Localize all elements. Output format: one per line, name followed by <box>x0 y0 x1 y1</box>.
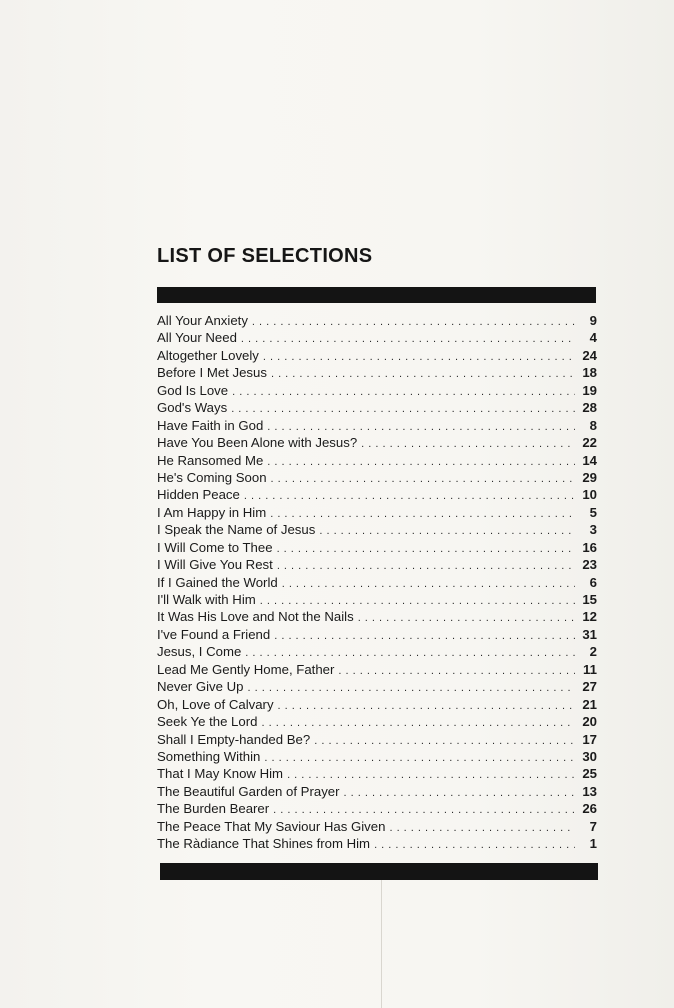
selection-entry <box>157 765 597 782</box>
selection-entry <box>157 521 597 538</box>
selection-title: The Burden Bearer <box>157 801 270 817</box>
selection-entry <box>157 696 597 713</box>
selection-page-number: 16 <box>582 539 597 555</box>
selection-page-number: 6 <box>589 574 597 590</box>
selection-page-number: 23 <box>582 557 597 573</box>
dot-leader <box>319 523 575 538</box>
selection-title: The Ràdiance That Shines from Him <box>157 836 371 852</box>
selection-title: Lead Me Gently Home, Father <box>157 661 335 677</box>
selection-entry <box>157 399 597 416</box>
selection-page-number: 5 <box>589 504 597 520</box>
selection-entry <box>157 347 597 364</box>
dot-leader <box>314 733 575 748</box>
selection-title: Altogether Lovely <box>157 347 259 363</box>
page-fold-line <box>381 878 382 1008</box>
selection-title: He's Coming Soon <box>157 469 267 485</box>
selection-page-number: 10 <box>582 487 597 503</box>
selection-title: I Will Give You Rest <box>157 557 273 573</box>
dot-leader <box>267 454 575 469</box>
selections-list <box>157 312 597 853</box>
dot-leader <box>273 802 575 817</box>
selection-title: Have You Been Alone with Jesus? <box>157 435 358 451</box>
selection-page-number: 26 <box>582 801 597 817</box>
selection-title: God's Ways <box>157 400 228 416</box>
selection-entry <box>157 731 597 748</box>
dot-leader <box>277 541 575 556</box>
selection-page-number: 8 <box>589 417 597 433</box>
selection-page-number: 13 <box>582 783 597 799</box>
selection-page-number: 27 <box>582 679 597 695</box>
selection-page-number: 17 <box>582 731 597 747</box>
top-black-rule <box>157 287 596 303</box>
selection-entry <box>157 713 597 730</box>
selection-entry <box>157 329 597 346</box>
selection-entry <box>157 382 597 399</box>
selection-page-number: 9 <box>589 313 597 328</box>
selection-page-number: 1 <box>589 836 597 852</box>
selection-entry <box>157 643 597 660</box>
selection-page-number: 29 <box>582 469 597 485</box>
selection-title: Something Within <box>157 748 261 764</box>
dot-leader <box>338 663 575 678</box>
selection-title: Oh, Love of Calvary <box>157 696 274 712</box>
dot-leader <box>241 331 575 346</box>
selection-page-number: 14 <box>582 452 597 468</box>
dot-leader <box>277 558 575 573</box>
dot-leader <box>274 628 575 643</box>
selection-title: I Speak the Name of Jesus <box>157 522 316 538</box>
dot-leader <box>245 645 575 660</box>
selection-entry <box>157 539 597 556</box>
selection-page-number: 30 <box>582 748 597 764</box>
selection-page-number: 7 <box>589 818 597 834</box>
selection-title: That I May Know Him <box>157 766 284 782</box>
dot-leader <box>271 471 575 486</box>
dot-leader <box>247 680 575 695</box>
selection-page-number: 24 <box>582 347 597 363</box>
dot-leader <box>361 436 575 451</box>
page-title: LIST OF SELECTIONS <box>157 245 373 267</box>
selection-entry <box>157 312 597 329</box>
selection-title: If I Gained the World <box>157 574 278 590</box>
dot-leader <box>271 366 575 381</box>
dot-leader <box>374 837 575 852</box>
dot-leader <box>278 698 575 713</box>
selection-title: I'll Walk with Him <box>157 592 256 607</box>
selection-title: It Was His Love and Not the Nails <box>157 609 354 625</box>
selection-title: Jesus, I Come <box>157 644 242 660</box>
selection-page-number: 28 <box>582 400 597 416</box>
selection-title: God Is Love <box>157 382 229 398</box>
selection-entry <box>157 678 597 695</box>
selection-page-number: 15 <box>582 592 597 607</box>
dot-leader <box>282 576 575 591</box>
selection-title: Hidden Peace <box>157 487 240 503</box>
selection-entry <box>157 364 597 381</box>
dot-leader <box>267 419 575 434</box>
selection-title: Never Give Up <box>157 679 244 695</box>
selection-page-number: 22 <box>582 435 597 451</box>
selection-page-number: 31 <box>582 626 597 642</box>
selection-page-number: 20 <box>582 714 597 730</box>
dot-leader <box>252 314 575 329</box>
bottom-black-rule <box>160 863 598 880</box>
selection-entry <box>157 626 597 643</box>
dot-leader <box>270 506 575 521</box>
selection-entry <box>157 504 597 521</box>
selection-title: Before I Met Jesus <box>157 365 267 381</box>
dot-leader <box>389 820 575 835</box>
selection-page-number: 4 <box>589 330 597 346</box>
selection-entry <box>157 783 597 800</box>
selection-title: All Your Need <box>157 330 237 346</box>
selection-entry <box>157 574 597 591</box>
selection-title: Shall I Empty-handed Be? <box>157 731 311 747</box>
selection-title: The Beautiful Garden of Prayer <box>157 783 340 799</box>
selection-title: I Am Happy in Him <box>157 504 267 520</box>
selection-page-number: 11 <box>583 661 597 677</box>
selection-entry <box>157 469 597 486</box>
selection-entry <box>157 748 597 765</box>
selection-title: Have Faith in God <box>157 417 264 433</box>
selection-entry <box>157 835 597 852</box>
dot-leader <box>358 610 575 625</box>
dot-leader <box>261 715 575 730</box>
dot-leader <box>231 401 575 416</box>
selection-entry <box>157 434 597 451</box>
selection-entry <box>157 800 597 817</box>
selection-page-number: 12 <box>582 609 597 625</box>
dot-leader <box>264 750 575 765</box>
selection-entry <box>157 591 597 608</box>
selection-entry <box>157 818 597 835</box>
selection-title: I've Found a Friend <box>157 626 271 642</box>
selection-title: All Your Anxiety <box>157 313 248 328</box>
dot-leader <box>260 593 575 608</box>
selection-page-number: 3 <box>589 522 597 538</box>
selection-page-number: 2 <box>589 644 597 660</box>
selection-entry <box>157 452 597 469</box>
selection-entry <box>157 661 597 678</box>
selection-entry <box>157 556 597 573</box>
dot-leader <box>344 785 575 800</box>
selection-page-number: 19 <box>582 382 597 398</box>
selection-entry <box>157 417 597 434</box>
selection-title: Seek Ye the Lord <box>157 714 258 730</box>
dot-leader <box>263 349 575 364</box>
selection-page-number: 18 <box>582 365 597 381</box>
dot-leader <box>244 488 575 503</box>
selection-entry <box>157 486 597 503</box>
selection-title: The Peace That My Saviour Has Given <box>157 818 386 834</box>
selection-title: I Will Come to Thee <box>157 539 273 555</box>
selection-entry <box>157 608 597 625</box>
selection-page-number: 25 <box>582 766 597 782</box>
dot-leader <box>287 767 575 782</box>
selection-title: He Ransomed Me <box>157 452 264 468</box>
selection-page-number: 21 <box>582 696 597 712</box>
dot-leader <box>232 384 575 399</box>
